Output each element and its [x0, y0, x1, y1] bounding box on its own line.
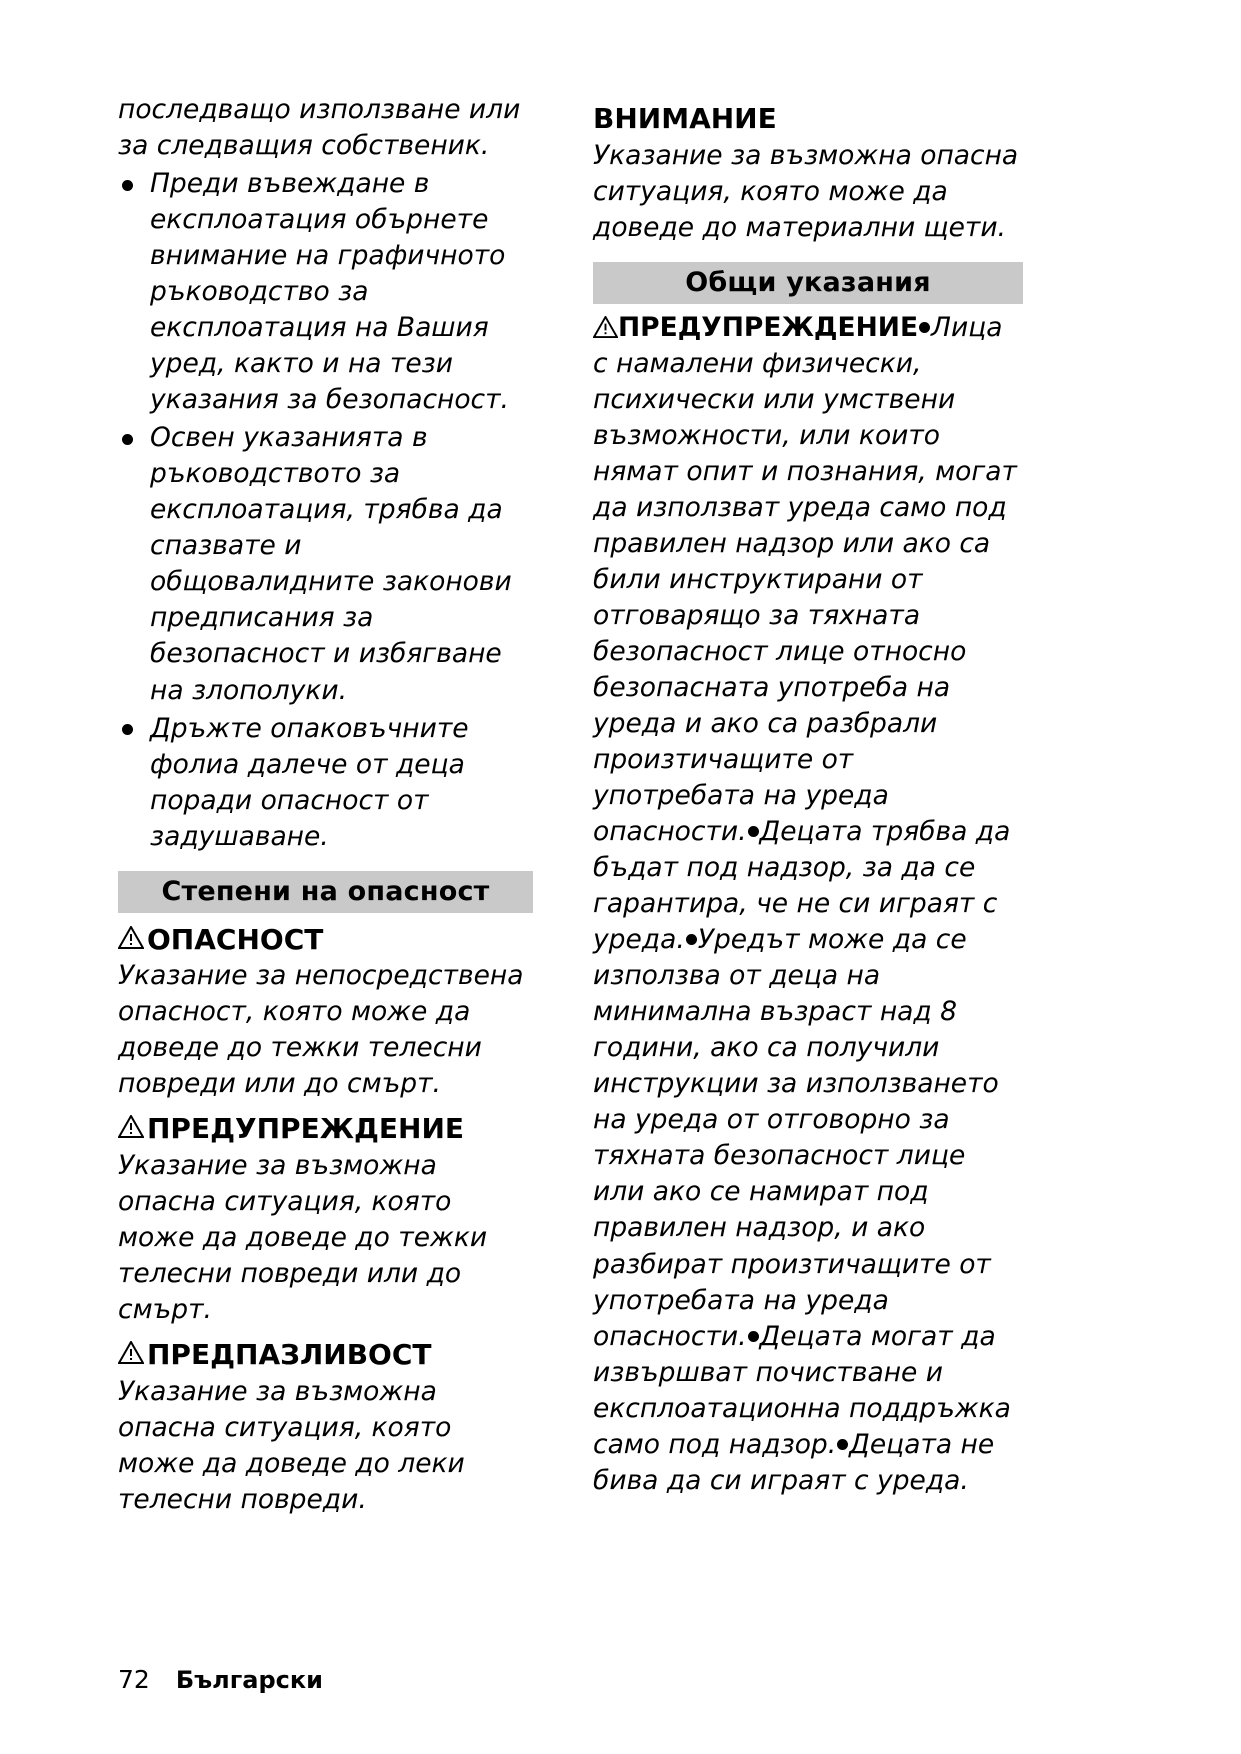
- page-number: 72: [118, 1665, 150, 1694]
- notice-text: Указание за възможна опасна ситуация, която може да доведе до материални щети.: [593, 139, 1019, 243]
- bullet-dot-icon: [837, 1439, 848, 1450]
- bullet-dot-icon: [686, 934, 697, 945]
- bullet-dot-icon: [919, 322, 930, 333]
- warning-item-text: Лица с намалени физически, психически или умствени възможности, или които нямат опит и познания, могат да използват уреда само под правилен надзор или ако са били инструктирани от отговарящо за тяхната безопасност лице относно безопасната употреба на уреда и ако са разбрали произтичащите от употребата на уреда опасности.: [593, 311, 1017, 848]
- left-column: [118, 92, 533, 1518]
- warning-triangle-icon: [118, 1341, 144, 1364]
- list-item: [118, 166, 533, 418]
- warning-text: Указание за възможна опасна ситуация, която може да доведе до тежки телесни повреди или до смърт.: [118, 1149, 488, 1326]
- bullet-dot-icon: [122, 724, 133, 735]
- heading-danger: [118, 923, 533, 957]
- list-item: [118, 711, 533, 855]
- safety-bullet-list: [118, 166, 533, 855]
- section-band-general-notes: Общи указания: [593, 262, 1023, 304]
- caution-text: Указание за възможна опасна ситуация, която може да доведе до леки телесни повреди.: [118, 1375, 465, 1515]
- list-item-text: Преди въвеждане в експлоатация обърнете внимание на графичното ръководство за експлоатация на Вашия уред, както и на тези указания за безопасност.: [150, 168, 509, 416]
- warning-item-text: Уредът може да се използва от деца на минимална възраст над 8 години, ако са получили инструкции за използването на уреда от отговорно за тяхната безопасност лице или ако се намират под правилен надзор, и ако разбират произтичащите от употребата на уреда опасности.: [593, 924, 999, 1352]
- bullet-dot-icon: [122, 434, 133, 445]
- general-warning-block: [593, 310, 1023, 1499]
- bullet-dot-icon: [748, 1331, 759, 1342]
- continuation-paragraph: последващо използване или за следващия собственик.: [118, 94, 521, 162]
- list-item-text: Освен указанията в ръководството за експлоатация, трябва да спазвате и общовалидните законови предписания за безопасност и избягване на злополуки.: [150, 422, 512, 706]
- heading-warning: [118, 1112, 533, 1146]
- list-item-text: Дръжте опаковъчните фолиа далече от деца поради опасност от задушаване.: [150, 712, 469, 852]
- footer-language: Български: [175, 1666, 323, 1694]
- two-column-layout: [118, 92, 1128, 1518]
- warning-item-text: Децата трябва да бъдат под надзор, за да се гарантира, че не си играят с уреда.: [593, 816, 1011, 956]
- warning-triangle-icon: [593, 312, 618, 334]
- section-band-danger-levels: Степени на опасност: [118, 871, 533, 913]
- warning-item-text: Децата могат да извършват почистване и експлоатационна поддръжка само под надзор.: [593, 1320, 1011, 1460]
- page-footer: [118, 1665, 323, 1694]
- warning-label: ПРЕДУПРЕЖДЕНИЕ: [618, 311, 919, 343]
- danger-text: Указание за непосредствена опасност, която може да доведе до тежки телесни повреди или до смърт.: [118, 960, 524, 1100]
- heading-caution: [118, 1338, 533, 1372]
- heading-text: ПРЕДУПРЕЖДЕНИЕ: [147, 1112, 465, 1146]
- right-column: [593, 92, 1023, 1499]
- heading-notice: [593, 102, 1023, 136]
- warning-item-text: Децата не бива да си играят с уреда.: [593, 1428, 995, 1496]
- heading-text: ОПАСНОСТ: [147, 922, 324, 956]
- heading-text: ВНИМАНИЕ: [593, 102, 777, 135]
- warning-triangle-icon: [118, 926, 144, 949]
- bullet-dot-icon: [748, 826, 759, 837]
- list-item: [118, 420, 533, 708]
- warning-triangle-icon: [118, 1115, 144, 1138]
- heading-text: ПРЕДПАЗЛИВОСТ: [147, 1338, 432, 1372]
- bullet-dot-icon: [122, 180, 133, 191]
